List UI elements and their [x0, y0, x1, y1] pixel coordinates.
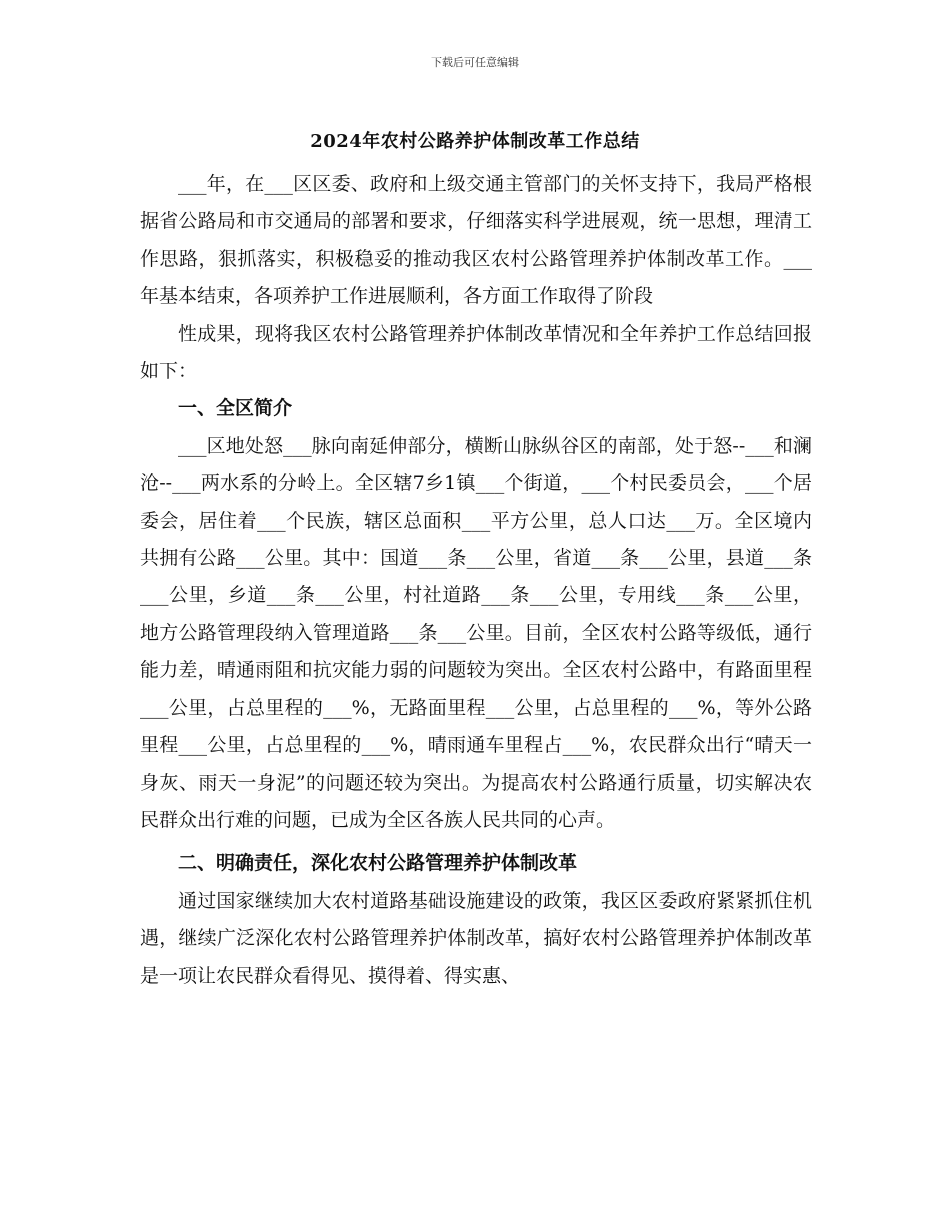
header-note: 下载后可任意编辑: [431, 56, 519, 69]
section-body-2: 通过国家继续加大农村道路基础设施建设的政策，我区区委政府紧紧抓住机遇，继续广泛深化农村公路管理养护体制改革，搞好农村公路管理养护体制改革是一项让农民群众看得见、摸得着、得实惠、: [140, 889, 812, 987]
section-heading-2: 二、明确责任，深化农村公路管理养护体制改革: [178, 852, 578, 875]
section-body-1: ___区地处怒___脉向南延伸部分，横断山脉纵谷区的南部，处于怒--___和澜沧--___两水系的分岭上。全区辖7乡1镇___个街道，___个村民委员会，___个居委会，居住着___个民族，辖区总面积___平方公里，总人口达___万。全区境内共拥有公路___公里。其中：国道___条___公里，省道___条___公里，县道___条___公里，乡道___条___公里，村社道路___条___公里，专用线___条___公里，地方公路管理段纳入管理道路___条___公里。目前，全区农村公路等级低，通行能力差，晴通雨阻和抗灾能力弱的问题较为突出。全区农村公路中，有路面里程___公里，占总里程的___%，无路面里程___公里，占总里程的___%，等外公路里程___公里，占总里程的___%，晴雨通车里程占___%，农民群众出行“晴天一身灰、雨天一身泥”的问题还较为突出。为提高农村公路通行质量，切实解决农民群众出行难的问题，已成为全区各族人民共同的心声。: [140, 434, 812, 831]
intro-paragraph-2: 性成果，现将我区农村公路管理养护体制改革情况和全年养护工作总结回报如下：: [140, 322, 812, 383]
section-heading-1: 一、全区简介: [178, 397, 293, 420]
document-body: [140, 166, 812, 995]
intro-paragraph-1: ___年，在___区区委、政府和上级交通主管部门的关怀支持下，我局严格根据省公路局和市交通局的部署和要求，仔细落实科学进展观，统一思想，理清工作思路，狠抓落实，积极稳妥的推动我区农村公路管理养护体制改革工作。___年基本结束，各项养护工作进展顺利，各方面工作取得了阶段: [140, 173, 812, 308]
document-title: 2024年农村公路养护体制改革工作总结: [310, 131, 640, 152]
